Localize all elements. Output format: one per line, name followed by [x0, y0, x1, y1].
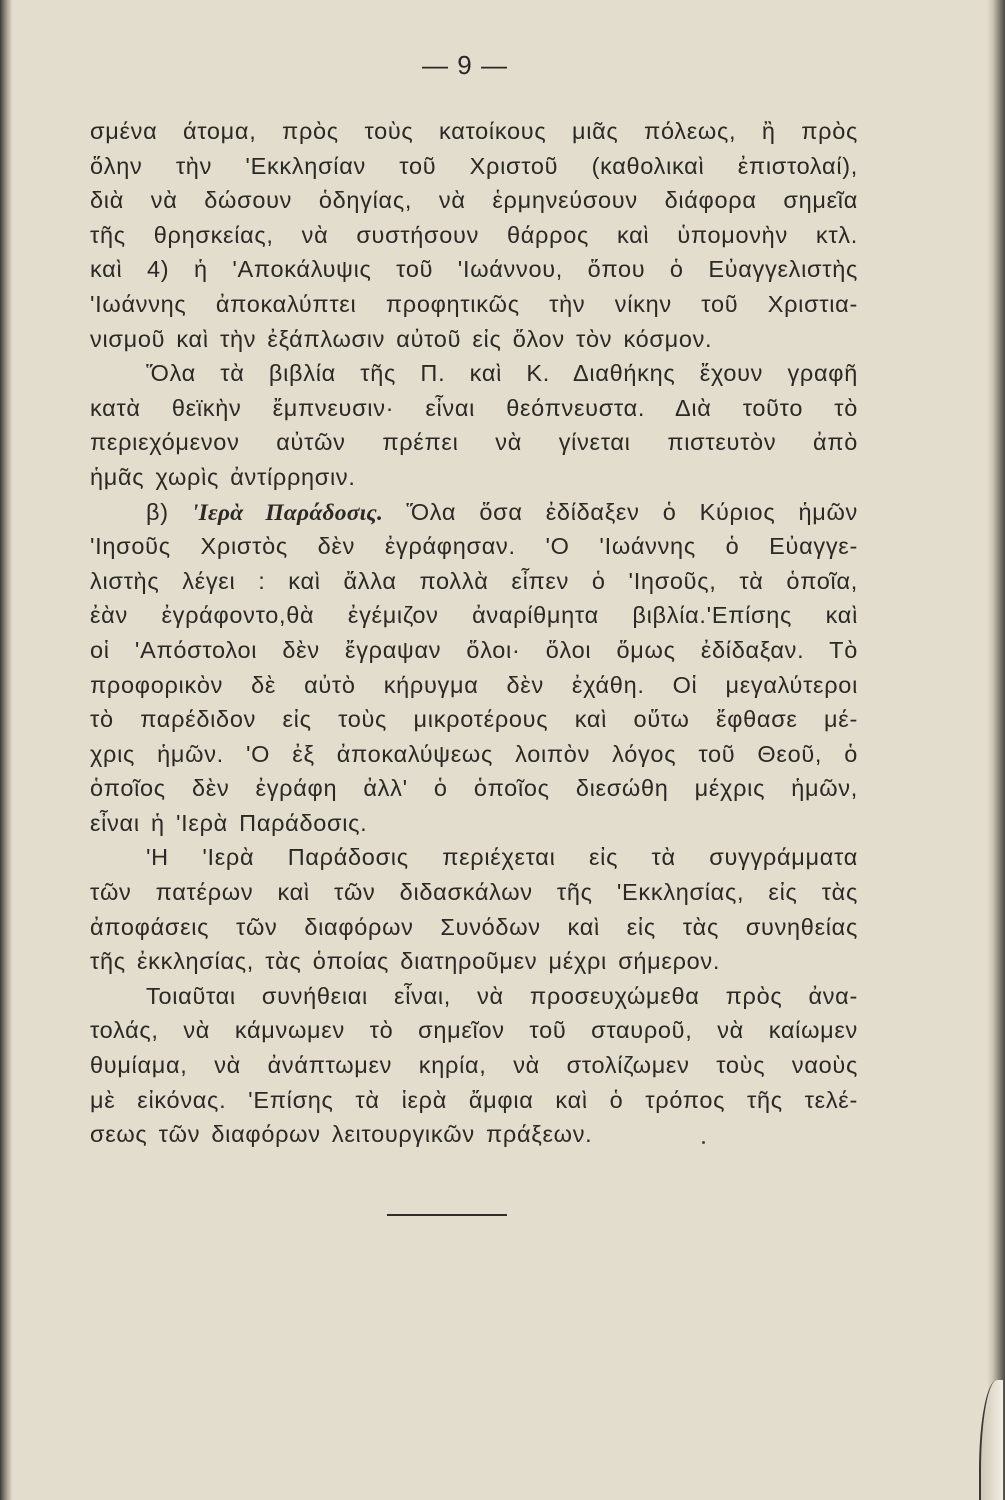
text-line: Ὅλα ὅσα ἐδίδαξεν ὁ Κύριος ἡμῶν [406, 498, 859, 525]
text-line: θυμίαμα, νὰ ἀνάπτωμεν κηρία, νὰ στολίζωμεν τοὺς ναοὺς [90, 1052, 858, 1079]
text-line: τῆς ἐκκλησίας, τὰς ὁποίας διατηροῦμεν μέχρι σήμερον. [90, 948, 721, 975]
text-line: ἡμᾶς χωρὶς ἀντίρρησιν. [90, 463, 356, 490]
text-line: σμένα άτομα, πρὸς τοὺς κατοίκους μιᾶς πόλεως, ἢ πρὸς [90, 118, 858, 144]
text-line: Ὅλα τὰ βιβλία τῆς Π. καὶ Κ. Διαθήκης ἔχουν γραφῆ [146, 360, 858, 387]
text-line: λιστὴς λέγει : καὶ ἄλλα πολλὰ εἶπεν ὁ 'Ιησοῦς, τὰ ὁποῖα, [90, 567, 858, 594]
body-text [90, 114, 858, 1152]
text-line: τὸ παρέδιδον εἰς τοὺς μικροτέρους καὶ οὕτω ἔφθασε μέ- [90, 706, 858, 733]
text-line: σεως τῶν διαφόρων λειτουργικῶν πράξεων. [90, 1121, 593, 1148]
text-line: 'Ιησοῦς Χριστὸς δὲν ἐγράφησαν. 'Ο 'Ιωάννης ὁ Εὐαγγε- [90, 533, 858, 560]
text-line: προφορικὸν δὲ αὐτὸ κήρυγμα δὲν ἐχάθη. Οἱ μεγαλύτεροι [90, 671, 858, 698]
text-line: οἱ 'Απόστολοι δὲν ἔγραψαν ὅλοι· ὅλοι ὅμως ἐδίδαξαν. Τὸ [90, 636, 858, 663]
text-line: καὶ 4) ἡ 'Αποκάλυψις τοῦ 'Ιωάννου, ὅπου ὁ Εὐαγγελιστὴς [90, 256, 858, 283]
text-line: ὅλην τὴν 'Εκκλησίαν τοῦ Χριστοῦ (καθολικαὶ ἐπιστολαί), [90, 152, 858, 179]
page-number: — 9 — [422, 50, 508, 80]
page-right-edge [987, 0, 1005, 1500]
text-line: εἶναι ἡ 'Ιερὰ Παράδοσις. [90, 809, 368, 836]
text-line: νισμοῦ καὶ τὴν ἐξάπλωσιν αὐτοῦ εἰς ὅλον τὸν κόσμον. [90, 325, 713, 352]
text-line: τολάς, νὰ κάμνωμεν τὸ σημεῖον τοῦ σταυροῦ, νὰ καίωμεν [90, 1017, 858, 1044]
ink-speck [702, 1141, 705, 1144]
text-line: 'Ιωάννης ἀποκαλύπτει προφητικῶς τὴν νίκην τοῦ Χριστια- [90, 290, 858, 317]
text-line: ὁποῖος δὲν ἐγράφη ἀλλ' ὁ ὁποῖος διεσώθη μέχρις ἡμῶν, [90, 775, 858, 802]
text-line: μὲ εἰκόνας. 'Επίσης τὰ ἱερὰ ἄμφια καὶ ὁ τρόπος τῆς τελέ- [90, 1086, 858, 1113]
text-line: ἐὰν ἐγράφοντο,θὰ ἐγέμιζον ἀναρίθμητα βιβλία.'Επίσης καὶ [90, 602, 858, 629]
section-marker: β) [146, 498, 192, 525]
text-line: κατὰ θεϊκὴν ἔμπνευσιν· εἶναι θεόπνευστα. Διὰ τοῦτο τὸ [90, 394, 858, 421]
text-line: διὰ νὰ δώσουν ὁδηγίας, νὰ ἑρμηνεύσουν διάφορα σημεῖα [90, 187, 858, 214]
text-line: Τοιαῦται συνήθειαι εἶναι, νὰ προσευχώμεθα πρὸς ἀνα- [146, 982, 858, 1009]
text-line: τῆς θρησκείας, νὰ συστήσουν θάρρος καὶ ὑπομονὴν κτλ. [90, 221, 858, 248]
text-line: ἀποφάσεις τῶν διαφόρων Συνόδων καὶ εἰς τὰς συνηθείας [90, 913, 858, 940]
page-binding-edge [0, 0, 12, 1500]
section-title: 'Ιερὰ Παράδοσις. [191, 499, 384, 526]
text-line: τῶν πατέρων καὶ τῶν διδασκάλων τῆς 'Εκκλησίας, εἰς τὰς [90, 879, 858, 906]
section-end-rule [387, 1214, 507, 1216]
text-line: περιεχόμενον αὐτῶν πρέπει νὰ γίνεται πιστευτὸν ἀπὸ [90, 429, 858, 456]
text-line: 'Η 'Ιερὰ Παράδοσις περιέχεται εἰς τὰ συγγράμματα [146, 844, 858, 871]
page-corner-curl [979, 1380, 1003, 1500]
text-line: χρις ἡμῶν. 'Ο ἐξ ἀποκαλύψεως λοιπὸν λόγος τοῦ Θεοῦ, ὁ [90, 740, 858, 767]
section-heading-line [90, 495, 858, 530]
